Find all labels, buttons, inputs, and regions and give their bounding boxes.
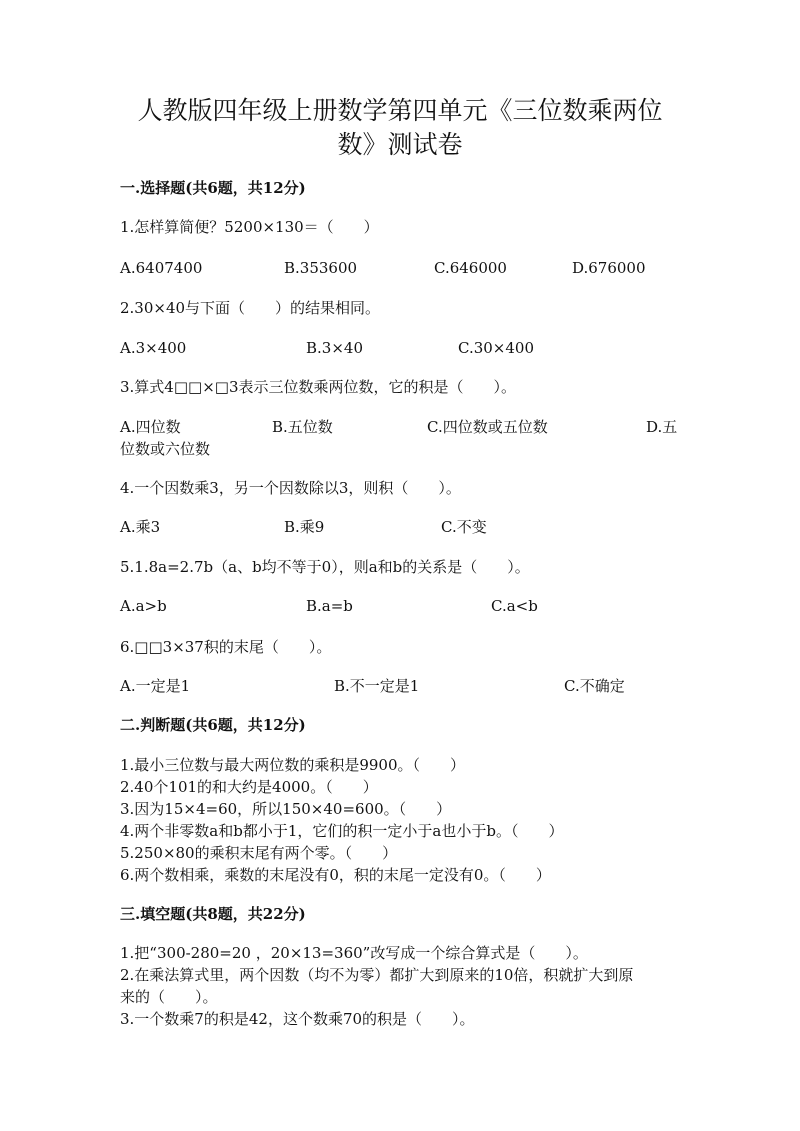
- list-item: 2.40个101的和大约是4000。（ ）: [120, 778, 378, 796]
- list-item: 1.把“300-280=20 ，20×13=360”改写成一个综合算式是（ ）。: [120, 944, 588, 962]
- option-a: A.乘3: [120, 518, 161, 536]
- page-title-line-1: 人教版四年级上册数学第四单元《三位数乘两位: [137, 96, 663, 125]
- list-item: 6.两个数相乘，乘数的末尾没有0，积的末尾一定没有0。（ ）: [120, 866, 551, 884]
- question-text: 6.□□3×37积的末尾（ ）。: [120, 638, 332, 656]
- section-heading-judgement: 二.判断题(共6题，共12分): [120, 716, 306, 734]
- option-a: A.一定是1: [120, 677, 191, 695]
- option-c: C.30×400: [458, 339, 534, 357]
- option-d-continuation: 位数或六位数: [120, 440, 211, 458]
- option-b: B.乘9: [284, 518, 325, 536]
- page-title-line-2: 数》测试卷: [337, 130, 463, 159]
- option-a: A.6407400: [120, 259, 203, 277]
- option-b: B.3×40: [306, 339, 363, 357]
- option-a: A.四位数: [120, 418, 181, 436]
- option-c: C.不变: [441, 518, 487, 536]
- question-text: 3.算式4□□×□3表示三位数乘两位数，它的积是（ ）。: [120, 378, 516, 396]
- option-b: B.353600: [284, 259, 358, 277]
- question-text: 1.怎样算简便？5200×130＝（ ）: [120, 218, 379, 236]
- question-text: 2.30×40与下面（ ）的结果相同。: [120, 299, 381, 317]
- option-d: D.五: [646, 418, 678, 436]
- option-c: C.不确定: [564, 677, 625, 695]
- option-b: B.不一定是1: [334, 677, 420, 695]
- list-item: 5.250×80的乘积末尾有两个零。（ ）: [120, 844, 398, 862]
- option-d: D.676000: [572, 259, 646, 277]
- question-text: 4.一个因数乘3，另一个因数除以3，则积（ ）。: [120, 479, 461, 497]
- list-item: 4.两个非零数a和b都小于1，它们的积一定小于a也小于b。（ ）: [120, 822, 564, 840]
- list-item: 3.一个数乘7的积是42，这个数乘70的积是（ ）。: [120, 1010, 475, 1028]
- section-heading-choice: 一.选择题(共6题，共12分): [120, 179, 306, 197]
- option-c: C.四位数或五位数: [427, 418, 548, 436]
- option-b: B.a=b: [306, 597, 353, 615]
- option-a: A.3×400: [120, 339, 187, 357]
- list-item: 1.最小三位数与最大两位数的乘积是9900。（ ）: [120, 756, 465, 774]
- question-text: 5.1.8a=2.7b（a、b均不等于0），则a和b的关系是（ ）。: [120, 558, 530, 576]
- option-b: B.五位数: [272, 418, 333, 436]
- option-c: C.a<b: [491, 597, 538, 615]
- list-item-continuation: 来的（ ）。: [120, 988, 218, 1006]
- list-item: 3.因为15×4=60，所以150×40=600。（ ）: [120, 800, 452, 818]
- option-a: A.a>b: [120, 597, 167, 615]
- list-item: 2.在乘法算式里，两个因数（均不为零）都扩大到原来的10倍，积就扩大到原: [120, 966, 634, 984]
- section-heading-fill-in: 三.填空题(共8题，共22分): [120, 905, 306, 923]
- option-c: C.646000: [434, 259, 507, 277]
